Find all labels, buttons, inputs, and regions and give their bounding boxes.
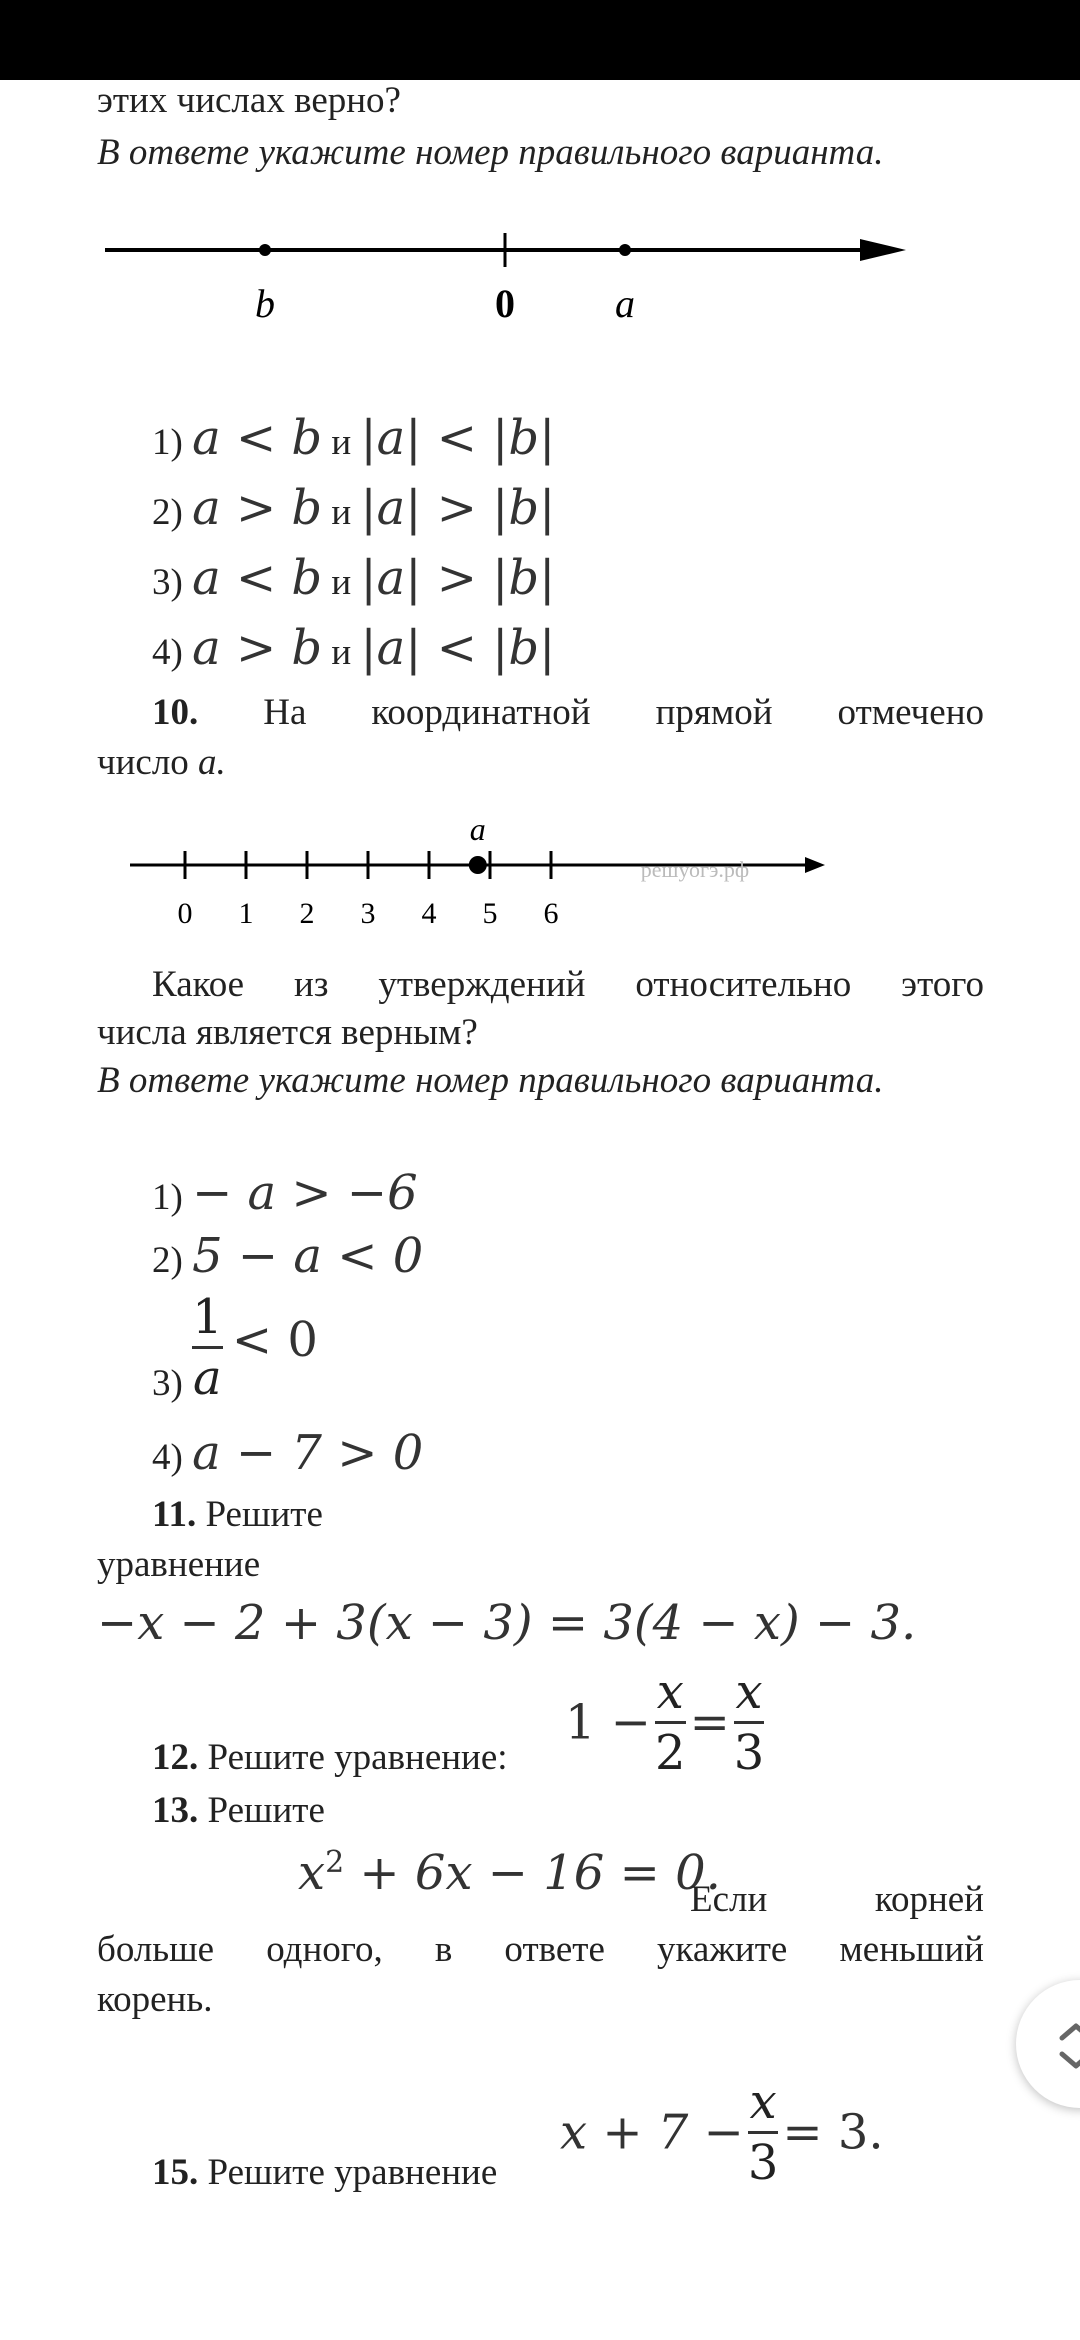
option-conjunction: и (331, 422, 352, 463)
equation-part: x (298, 1845, 326, 1901)
equals-sign: = (689, 1694, 730, 1751)
number-line-figure-1 (100, 225, 920, 335)
fraction-x-over-2 (655, 1665, 686, 1780)
question-text: Решите уравнение: (207, 1737, 508, 1778)
equation-part: = 3. (782, 2104, 884, 2161)
number-line-figure-2 (125, 815, 845, 935)
option-conjunction: и (331, 562, 352, 603)
option-expression: 5 − a < 0 (192, 1228, 424, 1284)
fraction-x-over-3 (734, 1665, 765, 1780)
option-abs-inequality: |a| < |b| (360, 620, 556, 676)
fraction-denominator: 2 (655, 1725, 686, 1781)
label-a: a (469, 815, 486, 847)
option-conjunction: и (331, 492, 352, 533)
option-number: 3) (152, 562, 183, 603)
option-expression: < 0 (231, 1311, 318, 1368)
option-expression: − a > −6 (192, 1165, 418, 1221)
option-number: 2) (152, 492, 183, 533)
option-number: 4) (152, 632, 183, 673)
fraction-denominator: 3 (747, 2135, 779, 2191)
q13-heading (152, 1788, 325, 1834)
q9-text-tail: этих числах верно? (97, 80, 401, 121)
fraction-numerator: x (735, 1664, 763, 1720)
question-text: Решите (205, 1494, 323, 1535)
q9-option-4[interactable] (152, 620, 555, 676)
tick-label: 2 (299, 897, 315, 930)
q9-instruction: В ответе укажите номер правильного варианта. (97, 132, 884, 173)
scroll-button[interactable] (1016, 1980, 1080, 2108)
question-number: 12. (152, 1737, 199, 1778)
question-number: 13. (152, 1790, 199, 1831)
label-zero: 0 (495, 281, 515, 326)
q13-text-line2-right: Если корней (690, 1879, 984, 1920)
point-a (469, 856, 487, 874)
tick-label: 3 (360, 897, 376, 930)
question-text: Решите уравнение (207, 2152, 498, 2193)
q12-heading (152, 1735, 508, 1781)
q10-option-2[interactable] (152, 1228, 423, 1284)
question-number: 15. (152, 2152, 199, 2193)
question-text: На координатной прямой отмечено (263, 692, 984, 733)
point-a (619, 244, 631, 256)
fraction-numerator: x (656, 1664, 684, 1720)
option-number: 3) (152, 1363, 183, 1404)
point-b (259, 244, 271, 256)
q12-equation (565, 1665, 764, 1780)
fraction-numerator: 1 (192, 1289, 223, 1345)
option-abs-inequality: |a| > |b| (360, 550, 556, 606)
tick-label: 1 (238, 897, 254, 930)
option-number: 2) (152, 1240, 183, 1281)
equation-part: + 6x − 16 = 0. (344, 1845, 721, 1901)
q9-option-3[interactable] (152, 550, 555, 606)
q10-option-4[interactable] (152, 1425, 423, 1481)
option-number: 1) (152, 1177, 183, 1218)
q10-question-line2: числа является верным? (97, 1012, 478, 1053)
q11-text-line2: уравнение (97, 1544, 261, 1585)
q10-instruction: В ответе укажите номер правильного варианта. (97, 1060, 884, 1101)
q9-option-1[interactable] (152, 410, 555, 466)
q11-heading (152, 1492, 323, 1538)
option-abs-inequality: |a| < |b| (360, 410, 556, 466)
option-number: 1) (152, 422, 183, 463)
equation-part: x + 7 − (560, 2104, 744, 2161)
tick-label: 5 (482, 897, 498, 930)
q10-option-3[interactable] (152, 1290, 318, 1405)
equation-part: 1 − (565, 1694, 652, 1751)
option-conjunction: и (331, 632, 352, 673)
q9-option-2[interactable] (152, 480, 555, 536)
status-bar (0, 0, 1080, 80)
q15-heading (152, 2150, 497, 2196)
scroll-up-down-icon (1056, 2022, 1080, 2070)
question-text: число (97, 742, 199, 783)
fraction-denominator: 3 (733, 1725, 765, 1781)
variable-a: a. (198, 742, 226, 783)
question-number: 11. (152, 1494, 197, 1535)
exponent: 2 (325, 1845, 345, 1880)
tick-label: 6 (543, 897, 559, 930)
q10-heading (152, 690, 984, 736)
fraction-denominator: a (193, 1350, 222, 1406)
q10-question-line1: Какое из утверждений относительно этого (152, 964, 984, 1005)
q10-text-line2 (97, 740, 226, 786)
tick-label: 0 (177, 897, 193, 930)
label-a: a (615, 281, 635, 326)
q11-equation: −x − 2 + 3(x − 3) = 3(4 − x) − 3. (97, 1595, 917, 1651)
option-inequality: a < b (192, 550, 323, 606)
fraction-x-over-3 (748, 2075, 779, 2190)
question-number: 10. (152, 692, 199, 733)
tick-label: 4 (421, 897, 437, 930)
label-b: b (255, 281, 275, 326)
q13-equation (298, 1845, 721, 1901)
option-inequality: a > b (192, 480, 323, 536)
fraction-numerator: x (749, 2074, 777, 2130)
question-text: Решите (207, 1790, 325, 1831)
option-abs-inequality: |a| > |b| (360, 480, 556, 536)
option-expression: a − 7 > 0 (192, 1425, 424, 1481)
q13-text-line4: корень. (97, 1979, 213, 2020)
fraction-1-over-a (192, 1290, 223, 1405)
q10-option-1[interactable] (152, 1165, 418, 1221)
option-inequality: a > b (192, 620, 323, 676)
q15-equation (560, 2075, 884, 2190)
option-number: 4) (152, 1437, 183, 1478)
watermark: решуогэ.рф (640, 857, 750, 882)
option-inequality: a < b (192, 410, 323, 466)
q13-text-line3: больше одного, в ответе укажите меньший (97, 1929, 984, 1970)
